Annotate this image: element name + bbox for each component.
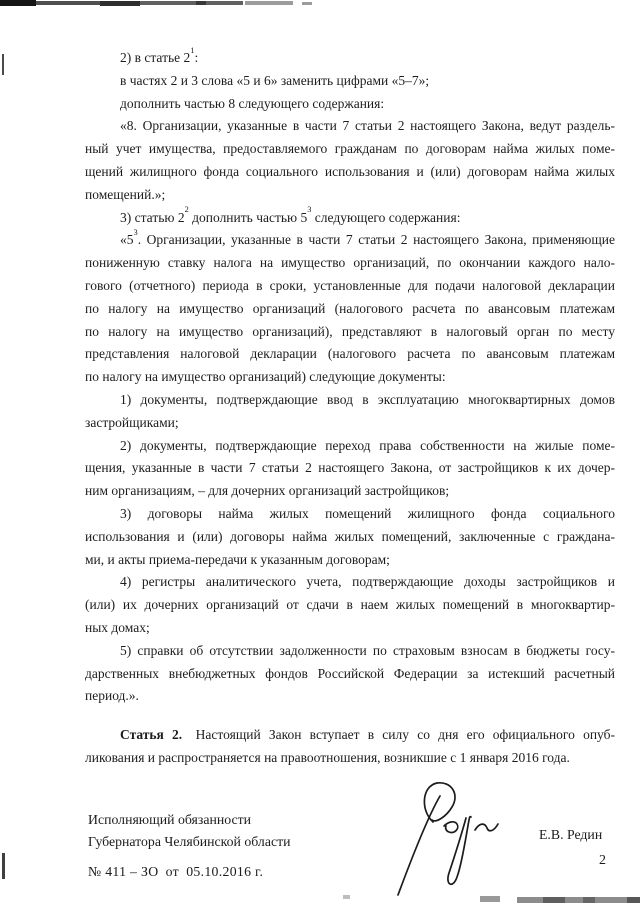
text-line: [85, 115, 615, 138]
text-line: [85, 480, 615, 503]
text-line: [85, 229, 615, 252]
page-number: 2: [599, 853, 606, 868]
scan-artifact-bottom-band-4: [583, 897, 595, 903]
text-line: [85, 640, 615, 663]
text-line: [85, 617, 615, 640]
text-line: [85, 549, 615, 572]
text-segment: застройщиками;: [85, 414, 179, 430]
text-segment: ный учет имущества, предоставляемого гражданам по договорам найма жилых поме-: [85, 141, 615, 157]
text-segment: представления налоговой декларации (налогового расчета по авансовым платежам: [85, 346, 615, 362]
text-segment: «5: [120, 232, 134, 248]
text-line: [85, 663, 615, 686]
text-line: [85, 138, 615, 161]
signature-block: [88, 809, 290, 883]
signer-name: Е.В. Редин: [539, 827, 603, 842]
text-line: [85, 252, 615, 275]
text-line: [85, 47, 615, 70]
text-line: [85, 594, 615, 617]
text-segment: дополнить частью 8 следующего содержания:: [120, 95, 385, 111]
text-segment: щений жилищного фонда социального использования и (или) договорам найма жилых: [85, 163, 615, 179]
signer-role-line2: Губернатора Челябинской области: [88, 833, 291, 849]
text-segment: в частях 2 и 3 слова «5 и 6» заменить цифрами «5–7»;: [120, 72, 430, 88]
text-line: [85, 184, 615, 207]
scan-artifact-top-band-4: [140, 1, 243, 5]
scan-artifact-left-tick-bottom: [2, 853, 5, 879]
text-segment: 3) статью 2: [120, 209, 185, 225]
text-line: [85, 747, 615, 770]
text-segment: по налогу на имущество организаций), представляют в налоговый орган по месту: [85, 323, 615, 339]
text-line: [85, 571, 615, 594]
signature-stroke-tilde: [475, 824, 498, 831]
text-segment: следующего содержания:: [311, 209, 461, 225]
text-line: [85, 412, 615, 435]
signature-stroke-loop: [424, 783, 455, 822]
text-line: [85, 161, 615, 184]
text-segment: гового (отчетного) периода в сроки, установленные для подачи налоговой декларации: [85, 277, 615, 293]
scan-artifact-bottom-band-2: [517, 897, 640, 903]
text-segment: 3: [307, 205, 312, 215]
text-segment: 2: [184, 205, 189, 215]
text-segment: 2) документы, подтверждающие переход права собственности на жилые поме-: [120, 437, 615, 453]
text-line: [85, 343, 615, 366]
text-line: [85, 93, 615, 116]
scan-artifact-bottom-tick: [343, 895, 350, 899]
text-segment: 2) в статье 2: [120, 50, 191, 65]
text-line: [85, 366, 615, 389]
text-line: [85, 298, 615, 321]
scan-artifact-left-tick-top: [2, 54, 4, 75]
text-segment: дополнить частью 5: [188, 209, 308, 225]
text-segment: 3: [133, 228, 138, 238]
document-body: [85, 47, 615, 770]
scan-artifact-top-band-6: [245, 1, 293, 5]
text-segment: ним организациям, – для дочерних организаций застройщиков;: [85, 483, 450, 499]
signature-stroke-d: [448, 817, 471, 885]
text-segment: по налогу на имущество организаций (налогового расчета по авансовым платежам: [85, 300, 615, 316]
scan-artifact-bottom-band-3: [543, 897, 565, 903]
signer-role-line1: Исполняющий обязанности: [88, 812, 251, 827]
text-segment: пониженную ставку налога на имущество организаций, по окончании каждого нало-: [85, 255, 615, 271]
text-segment: «8. Организации, указанные в части 7 статьи 2 настоящего Закона, ведут раздель-: [120, 118, 615, 134]
signature-stroke-stem: [398, 796, 440, 895]
doc-number: № 411 – ЗО от 05.10.2016 г.: [88, 864, 264, 879]
text-segment: по налогу на имущество организаций) следующие документы:: [85, 369, 446, 385]
text-segment: 3) договоры найма жилых помещений жилищного фонда социального: [120, 505, 615, 521]
scan-artifact-top-band-7: [302, 2, 312, 5]
text-segment: (или) их дочерних организаций от сдачи в наем жилых помещений в многоквартир-: [85, 597, 615, 613]
signature-stroke-e: [444, 822, 458, 833]
text-segment: 4) регистры аналитического учета, подтверждающие доходы застройщиков и: [120, 574, 615, 590]
text-segment: использования и (или) договоры найма жилых помещений, заключенные с граждана-: [85, 528, 615, 544]
scan-artifact-top-band-5: [196, 1, 206, 5]
text-line: [85, 275, 615, 298]
text-segment: помещений.»;: [85, 186, 166, 202]
text-segment: :: [194, 50, 199, 65]
text-line: [85, 503, 615, 526]
text-segment: дарственных внебюджетных фондов Российской Федерации за истекший расчетный: [85, 665, 615, 681]
text-segment: период.».: [85, 688, 139, 704]
text-segment: Настоящий Закон вступает в силу со дня его официального опуб-: [182, 727, 615, 743]
text-segment: ных домах;: [85, 619, 150, 635]
text-line: [85, 389, 615, 412]
text-segment: ми, и акты приема-передачи к указанным договорам;: [85, 551, 390, 567]
text-line: [85, 207, 615, 230]
text-line: [85, 457, 615, 480]
scan-artifact-top-band-1: [0, 0, 36, 6]
text-segment: 1) документы, подтверждающие ввод в эксплуатацию многоквартирных домов: [120, 391, 615, 407]
scan-artifact-bottom-band-5: [627, 897, 640, 903]
text-line: [85, 526, 615, 549]
text-segment: 5) справки об отсутствии задолженности по страховым взносам в бюджеты госу-: [120, 642, 615, 658]
text-line: [85, 321, 615, 344]
text-line: [85, 70, 615, 93]
text-segment: . Организации, указанные в части 7 статьи 2 настоящего Закона, применяющие: [137, 232, 615, 248]
text-line: [85, 685, 615, 708]
scan-artifact-top-band-3: [100, 1, 140, 6]
scan-artifact-top-band-2: [36, 1, 100, 5]
text-segment: ликования и распространяется на правоотношения, возникшие с 1 января 2016 года.: [85, 749, 570, 765]
text-segment: Статья 2.: [120, 727, 183, 743]
text-segment: щения, указанные в части 7 статьи 2 настоящего Закона, от застройщиков к их дочер-: [85, 460, 615, 476]
text-line: [85, 724, 615, 747]
text-line: [85, 435, 615, 458]
text-segment: 1: [190, 45, 195, 55]
signature-autograph: [386, 776, 516, 906]
